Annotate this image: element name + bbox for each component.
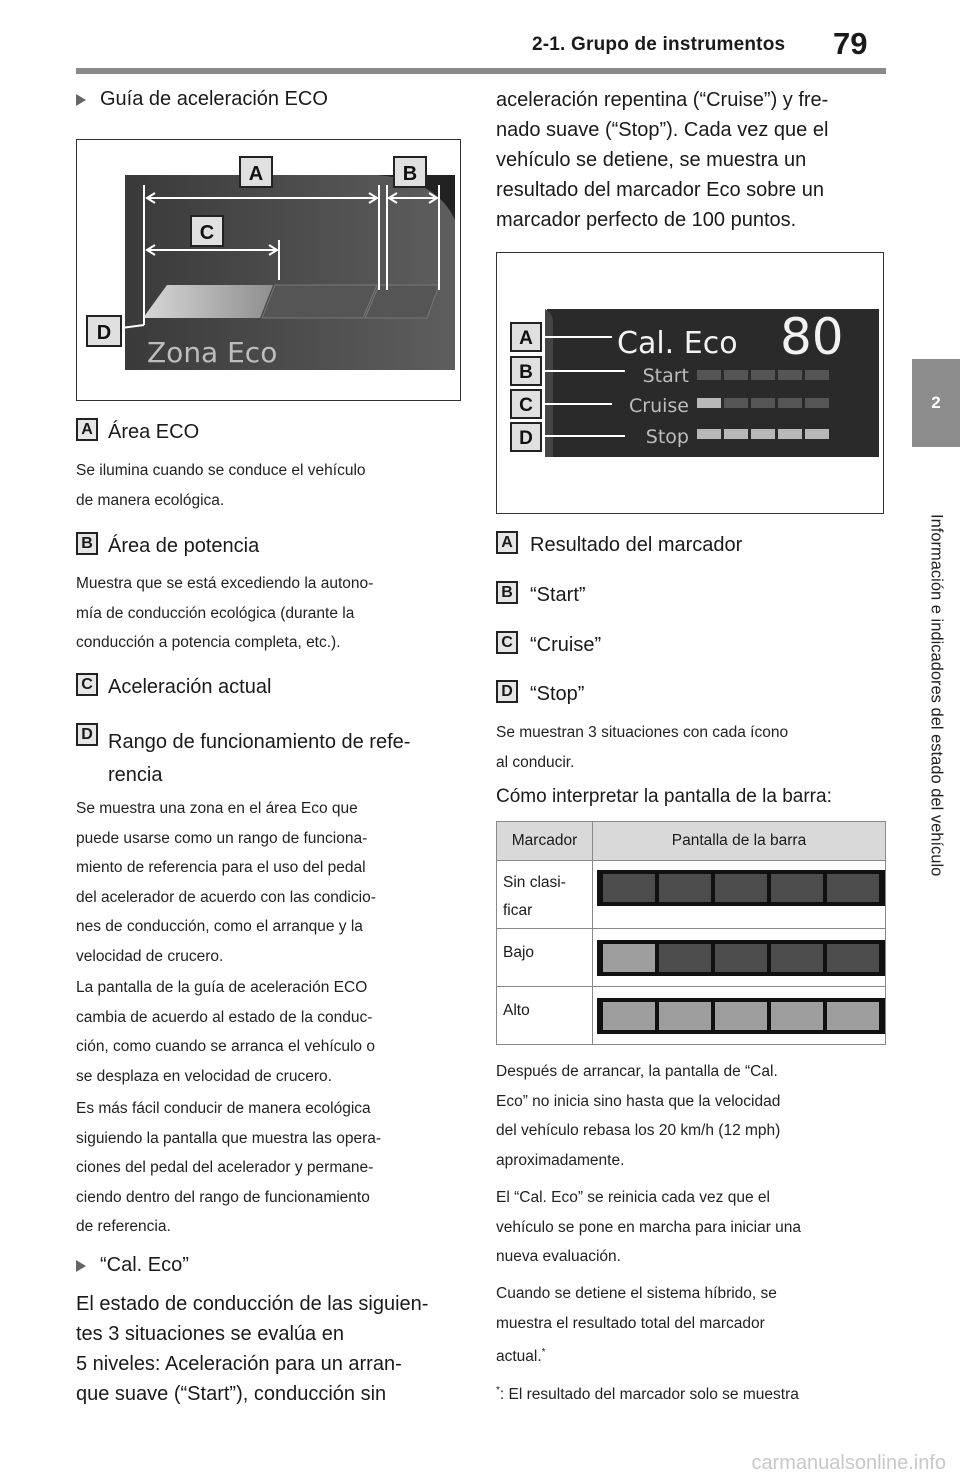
score-segment [751,429,775,439]
score-segment [805,429,829,439]
zona-eco-text: Zona Eco [147,336,278,369]
table-cell-bar [593,861,886,929]
bullet-triangle-icon [76,94,86,106]
score-segment [805,370,829,380]
text-line: del acelerador de acuerdo con las condicio- [76,888,376,906]
text-line: del vehículo rebasa los 20 km/h (12 mph) [496,1122,781,1139]
bar-segment [659,874,711,902]
right-para-2 [496,1183,886,1272]
table-row [497,861,886,929]
item-badge: A [496,531,518,554]
footnote [496,1376,886,1410]
text-line: rencia [108,764,163,786]
header-rule [76,68,886,74]
table-header-cell: Marcador [497,822,593,861]
table-row [497,987,886,1045]
bullet-triangle-icon [76,1260,86,1272]
score-segment [751,370,775,380]
score-segment [724,370,748,380]
right-item-a [496,531,742,557]
text-line: Sin clasi- [503,874,566,891]
table-header-cell: Pantalla de la barra [593,822,886,861]
text-line: resultado del marcador Eco sobre un [496,179,824,201]
row-start-label: Start [642,365,689,387]
text-line: Se ilumina cuando se conduce el vehículo [76,462,366,479]
table-cell-label: Alto [497,987,593,1045]
score-segment [778,398,802,408]
text-line: ción, como cuando se arranca el vehículo o [76,1038,375,1055]
bar-segment [603,944,655,972]
text-line: tes 3 situaciones se evalúa en [76,1323,344,1345]
text-line: La pantalla de la guía de aceleración ECO [76,979,368,996]
table-cell-label [497,861,593,929]
item-title: Resultado del marcador [530,534,743,556]
callout-b-text: B [402,163,418,185]
bar-segment [771,944,823,972]
right-para-3 [496,1279,886,1372]
cal-eco-score: 80 [780,308,844,366]
right-item-d [496,680,584,706]
bar-strip [597,870,885,906]
text-line: Cuando se detiene el sistema híbrido, se [496,1285,777,1302]
score-segment [697,429,721,439]
bar-segment [603,1002,655,1030]
right-para-1 [496,1057,886,1175]
left-item-c [76,673,271,699]
left-item-a-desc [76,456,456,515]
left-item-a [76,418,199,444]
left-item-d [76,723,410,792]
watermark: carmanualsonline.info [751,1452,946,1474]
text-line: cambia de acuerdo al estado de la conduc- [76,1008,373,1026]
text-line: Es más fácil conducir de manera ecológica [76,1100,371,1117]
row-cruise-label: Cruise [629,395,689,417]
cal-eco-heading-text: “Cal. Eco” [100,1254,189,1276]
item-title: Área de potencia [108,535,260,557]
text-line: Después de arrancar, la pantalla de “Cal. [496,1063,778,1080]
text-line: al conducir. [496,753,575,771]
text-line: puede usarse como un rango de funciona- [76,829,368,847]
score-segment [724,429,748,439]
text-line: muestra el resultado total del marcador [496,1314,765,1332]
cal-eco-title: Cal. Eco [617,326,738,361]
text-line: nes de conducción, como el arranque y la [76,918,363,935]
bar-segment [771,1002,823,1030]
footnote-marker: * [541,1347,546,1358]
table-row [497,929,886,987]
text-line: Se muestran 3 situaciones con cada ícono [496,724,789,741]
text-line: Muestra que se está excediendo la autono- [76,575,374,592]
text-line: marcador perfecto de 100 puntos. [496,209,797,231]
bar-segment [715,944,767,972]
callout-d-text: D [519,428,533,449]
bar-segment [771,874,823,902]
score-segment [751,398,775,408]
callout-a-text: A [248,163,264,185]
right-item-b [496,581,586,607]
item-title: Aceleración actual [108,676,272,698]
bar-segment [827,1002,879,1030]
item-badge: B [496,581,518,604]
text-line: velocidad de crucero. [76,947,224,965]
text-line: conducción a potencia completa, etc.). [76,634,341,651]
text-line: de manera ecológica. [76,491,225,509]
chapter-title [912,460,960,930]
table-cell-label: Bajo [497,929,593,987]
text-line: 5 niveles: Aceleración para un arran- [76,1353,402,1375]
bar-segment [603,874,655,902]
left-para-1 [76,794,466,971]
right-item-c [496,631,601,657]
score-segment [778,429,802,439]
bar-strip [597,998,885,1034]
callout-b-text: B [519,362,533,383]
text-line: Eco” no inicia sino hasta que la velocidad [496,1092,781,1110]
text-line: ciones del pedal del acelerador y permane- [76,1159,374,1176]
bar-segment [715,1002,767,1030]
cal-eco-heading [76,1254,189,1277]
bar-display-table [496,821,886,1045]
eco-guide-figure [76,139,461,401]
text-line: El estado de conducción de las siguien- [76,1293,429,1315]
bar-segment [827,944,879,972]
page-number: 79 [833,26,868,61]
item-badge: C [76,673,98,696]
bar-segment [715,874,767,902]
text-line: Rango de funcionamiento de refe- [108,731,411,753]
left-para-2 [76,973,466,1091]
chapter-title-text: Información e indicadores del estado del vehículo [927,513,946,877]
text-fragment: actual. [496,1348,542,1366]
table-header-row [497,822,886,861]
text-line: nueva evaluación. [496,1248,621,1265]
section-title: 2-1. Grupo de instrumentos [532,34,786,55]
item-badge: A [76,418,98,441]
text-line [496,1338,886,1372]
score-segment [697,398,721,408]
chapter-tab: 2 [912,359,960,447]
eco-guide-illustration [77,140,460,400]
text-line: ciendo dentro del rango de funcionamiento [76,1188,370,1206]
text-line: nado suave (“Stop”). Cada vez que el [496,119,829,141]
item-badge: D [496,680,518,703]
item-title: Área ECO [108,421,200,443]
text-line: se desplaza en velocidad de crucero. [76,1067,332,1085]
text-line: miento de referencia para el uso del pedal [76,859,366,876]
bar-segment [827,874,879,902]
left-cal-para [76,1289,476,1409]
item-title: “Start” [530,584,586,606]
bar-segment [659,944,711,972]
score-segment [805,398,829,408]
text-line: que suave (“Start”), conducción sin [76,1383,387,1405]
footnote-text: : El resultado del marcador solo se muestra [499,1386,799,1404]
callout-c-text: C [519,395,533,416]
left-item-b [76,532,259,558]
bar-strip [597,940,885,976]
callout-d-text: D [96,322,112,344]
table-cell-bar [593,987,886,1045]
text-line: ficar [503,902,533,919]
right-after-items [496,718,886,777]
cal-eco-figure [496,252,884,514]
footnote-marker: * [496,1385,500,1396]
text-line: de referencia. [76,1218,171,1235]
right-cont-para [496,85,896,235]
text-line: siguiendo la pantalla que muestra las opera- [76,1129,382,1147]
text-line: aproximadamente. [496,1151,625,1169]
bar-segment [659,1002,711,1030]
left-para-3 [76,1094,466,1242]
item-badge: D [76,723,98,746]
score-segment [697,370,721,380]
table-heading: Cómo interpretar la pantalla de la barra: [496,786,832,807]
left-item-b-desc [76,569,456,658]
text-line: El “Cal. Eco” se reinicia cada vez que el [496,1189,770,1206]
callout-a-text: A [519,328,533,349]
callout-c-text: C [199,222,215,244]
text-line: aceleración repentina (“Cruise”) y fre- [496,89,829,111]
text-line: vehículo se pone en marcha para iniciar una [496,1218,802,1236]
item-title [108,726,410,792]
score-segment [724,398,748,408]
cal-eco-illustration [497,253,883,513]
item-title: “Cruise” [530,634,602,656]
text-line: mía de conducción ecológica (durante la [76,604,355,622]
item-title: “Stop” [530,683,585,705]
text-line: vehículo se detiene, se muestra un [496,149,807,171]
table-cell-bar [593,929,886,987]
text-line: Se muestra una zona en el área Eco que [76,800,358,817]
item-badge: B [76,532,98,555]
item-badge: C [496,631,518,654]
row-stop-label: Stop [645,426,689,448]
guide-heading [76,88,328,111]
guide-heading-text: Guía de aceleración ECO [100,88,328,110]
score-segment [778,370,802,380]
